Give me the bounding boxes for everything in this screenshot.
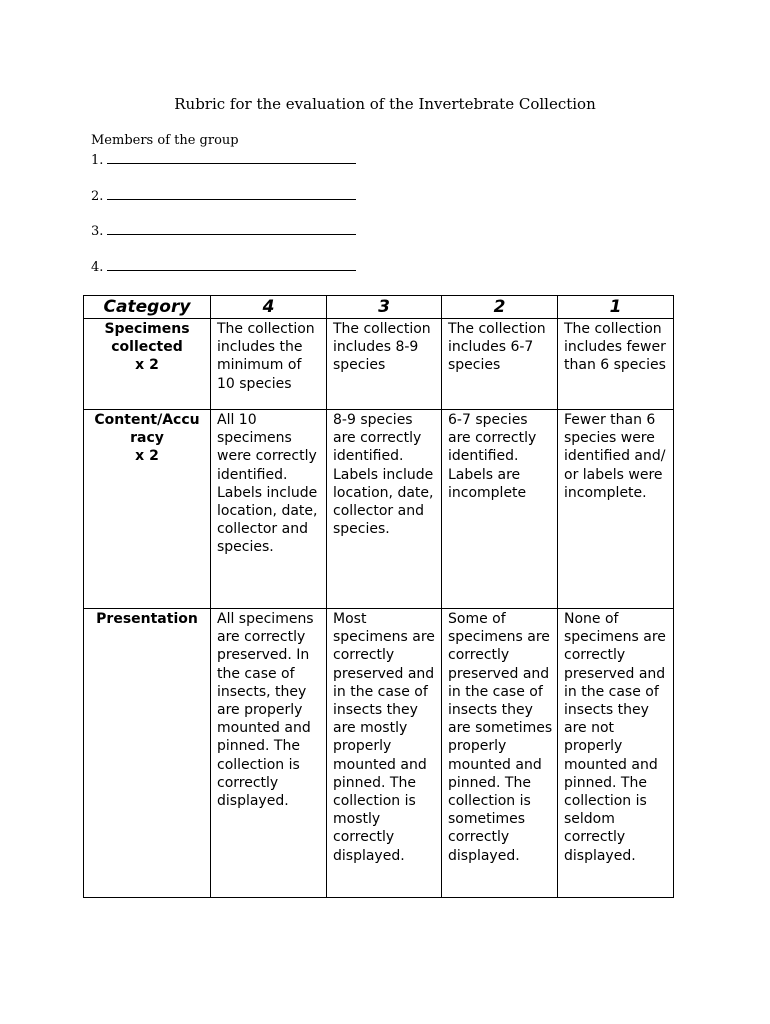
row-category: Presentation bbox=[84, 609, 211, 898]
rubric-cell: The collection includes the minimum of 10 species bbox=[211, 319, 327, 410]
member-number: 2. bbox=[91, 189, 104, 204]
table-row bbox=[84, 319, 674, 410]
row-category: Content/Accu racy x 2 bbox=[84, 410, 211, 609]
member-line-1 bbox=[91, 151, 356, 168]
member-number: 4. bbox=[91, 260, 104, 275]
header-score-4: 4 bbox=[211, 296, 327, 319]
member-line-2 bbox=[91, 187, 356, 204]
rubric-cell: All specimens are correctly preserved. In the case of insects, they are properly mounted and pinned. The collection is correctly displayed. bbox=[211, 609, 327, 898]
member-number: 3. bbox=[91, 224, 104, 239]
header-score-1: 1 bbox=[558, 296, 674, 319]
member-blank-field[interactable] bbox=[107, 258, 356, 271]
member-blank-field[interactable] bbox=[107, 222, 356, 235]
document-title: Rubric for the evaluation of the Invertebrate Collection bbox=[174, 95, 596, 113]
rubric-cell: Most specimens are correctly preserved and in the case of insects they are mostly properly mounted and pinned. The collection is mostly correctly displayed. bbox=[327, 609, 442, 898]
header-category: Category bbox=[84, 296, 211, 319]
member-line-4 bbox=[91, 258, 356, 275]
row-category: Specimens collected x 2 bbox=[84, 319, 211, 410]
rubric-cell: The collection includes fewer than 6 species bbox=[558, 319, 674, 410]
rubric-cell: Fewer than 6 species were identified and/ or labels were incomplete. bbox=[558, 410, 674, 609]
rubric-cell: The collection includes 8-9 species bbox=[327, 319, 442, 410]
rubric-cell: All 10 specimens were correctly identified. Labels include location, date, collector and species. bbox=[211, 410, 327, 609]
members-label: Members of the group bbox=[91, 133, 239, 148]
rubric-cell: Some of specimens are correctly preserved and in the case of insects they are sometimes properly mounted and pinned. The collection is sometimes correctly displayed. bbox=[442, 609, 558, 898]
rubric-cell: The collection includes 6-7 species bbox=[442, 319, 558, 410]
table-row bbox=[84, 609, 674, 898]
header-score-3: 3 bbox=[327, 296, 442, 319]
header-score-2: 2 bbox=[442, 296, 558, 319]
member-blank-field[interactable] bbox=[107, 187, 356, 200]
table-row bbox=[84, 410, 674, 609]
rubric-cell: 6-7 species are correctly identified. Labels are incomplete bbox=[442, 410, 558, 609]
rubric-cell: 8-9 species are correctly identified. Labels include location, date, collector and species. bbox=[327, 410, 442, 609]
rubric-table bbox=[83, 295, 674, 898]
rubric-header-row bbox=[84, 296, 674, 319]
member-number: 1. bbox=[91, 153, 104, 168]
member-blank-field[interactable] bbox=[107, 151, 356, 164]
rubric-cell: None of specimens are correctly preserved and in the case of insects they are not properly mounted and pinned. The collection is seldom correctly displayed. bbox=[558, 609, 674, 898]
member-line-3 bbox=[91, 222, 356, 239]
